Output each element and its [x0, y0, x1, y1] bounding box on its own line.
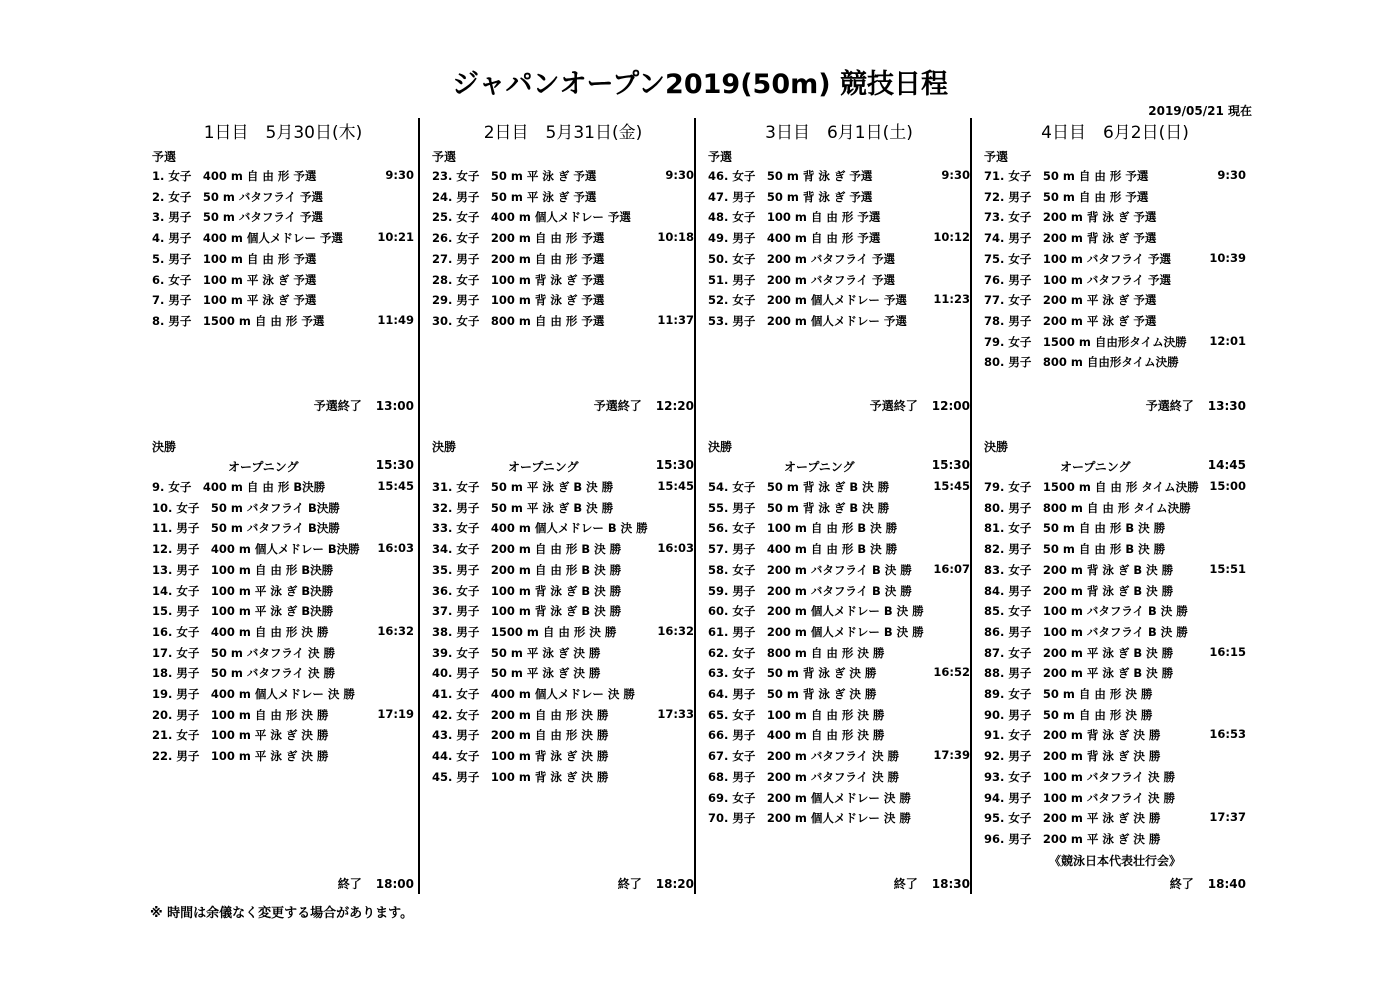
send-off-event: 《競泳日本代表壮行会》	[1048, 853, 1181, 868]
opening-time: 15:30	[931, 458, 970, 472]
event-name: 35. 男子 200 m 自 由 形 B 決 勝	[432, 562, 622, 577]
event-row	[984, 831, 1246, 851]
event-row	[432, 479, 694, 499]
event-name: 24. 男子 50 m 平 泳 ぎ 予選	[432, 189, 597, 204]
event-row	[984, 603, 1246, 623]
event-row	[984, 645, 1246, 665]
prelim-label: 予選	[708, 150, 733, 164]
prelim-label: 予選	[984, 150, 1009, 164]
event-name: 89. 女子 50 m 自 由 形 決 勝	[984, 687, 1153, 701]
event-row	[984, 707, 1246, 727]
event-row	[984, 541, 1246, 561]
event-row	[984, 665, 1246, 685]
event-time: 16:52	[933, 665, 970, 680]
event-row	[984, 354, 1246, 374]
event-row	[152, 603, 414, 623]
event-row	[984, 727, 1246, 747]
event-name: 7. 男子 100 m 平 泳 ぎ 予選	[152, 293, 317, 308]
event-row	[152, 748, 414, 768]
event-time: 15:51	[1209, 561, 1246, 576]
event-row	[432, 748, 694, 768]
event-row	[152, 624, 414, 644]
event-row	[152, 583, 414, 603]
session-end	[338, 875, 414, 892]
event-row	[432, 168, 694, 188]
event-name: 55. 男子 50 m 背 泳 ぎ B 決 勝	[708, 500, 890, 515]
event-time: 11:23	[933, 292, 970, 307]
event-time: 15:45	[933, 479, 970, 493]
session-end-label: 終了	[1169, 877, 1194, 891]
event-name: 44. 女子 100 m 背 泳 ぎ 決 勝	[432, 749, 609, 764]
column-divider	[970, 118, 972, 894]
footnote: ※ 時間は余儀なく変更する場合があります。	[150, 906, 414, 921]
event-name: 49. 男子 400 m 自 由 形 予選	[708, 231, 881, 246]
event-name: 80. 男子 800 m 自由形タイム決勝	[984, 355, 1179, 370]
event-name: 73. 女子 200 m 背 泳 ぎ 予選	[984, 210, 1157, 225]
event-name: 83. 女子 200 m 背 泳 ぎ B 決 勝	[984, 562, 1174, 577]
session-end	[894, 875, 970, 892]
event-time: 16:03	[377, 541, 414, 556]
event-row	[984, 189, 1246, 209]
event-row	[432, 230, 694, 250]
event-row	[152, 479, 414, 499]
prelim-end-time: 13:30	[1207, 399, 1246, 413]
event-name: 17. 女子 50 m バタフライ 決 勝	[152, 645, 336, 660]
event-row	[708, 500, 970, 520]
opening-label: オープニング	[1060, 460, 1131, 474]
event-name: 9. 女子 400 m 自 由 形 B決勝	[152, 480, 326, 494]
session-end	[1170, 875, 1246, 892]
event-name: 42. 女子 200 m 自 由 形 決 勝	[432, 707, 609, 722]
event-time: 16:32	[377, 623, 414, 638]
event-row	[708, 665, 970, 685]
event-name: 66. 男子 400 m 自 由 形 決 勝	[708, 728, 885, 743]
event-row	[152, 727, 414, 747]
event-time: 12:01	[1209, 333, 1246, 348]
session-end	[618, 875, 694, 892]
event-name: 20. 男子 100 m 自 由 形 決 勝	[152, 707, 329, 722]
final-label: 決勝	[708, 440, 733, 454]
event-name: 48. 女子 100 m 自 由 形 予選	[708, 210, 881, 225]
event-name: 51. 男子 200 m バタフライ 予選	[708, 272, 896, 287]
event-name: 10. 女子 50 m バタフライ B決勝	[152, 500, 340, 515]
event-row	[432, 251, 694, 271]
event-time: 9:30	[665, 168, 694, 182]
event-name: 39. 女子 50 m 平 泳 ぎ 決 勝	[432, 645, 601, 660]
event-name: 69. 女子 200 m 個人メドレー 決 勝	[708, 790, 911, 805]
event-name: 5. 男子 100 m 自 由 形 予選	[152, 251, 317, 266]
event-row	[984, 500, 1246, 520]
event-name: 11. 男子 50 m バタフライ B決勝	[152, 521, 340, 536]
event-name: 77. 女子 200 m 平 泳 ぎ 予選	[984, 293, 1157, 308]
event-row	[432, 313, 694, 333]
prelim-end-label: 予選終了	[593, 399, 642, 413]
event-row	[708, 790, 970, 810]
event-name: 82. 男子 50 m 自 由 形 B 決 勝	[984, 542, 1166, 557]
event-name: 36. 女子 100 m 背 泳 ぎ B 決 勝	[432, 583, 622, 598]
event-row	[984, 230, 1246, 250]
event-name: 72. 男子 50 m 自 由 形 予選	[984, 189, 1149, 204]
event-name: 25. 女子 400 m 個人メドレー 予選	[432, 210, 631, 225]
event-time: 17:19	[377, 706, 414, 721]
event-row	[152, 292, 414, 312]
event-row	[984, 748, 1246, 768]
event-time: 9:30	[385, 168, 414, 182]
event-name: 93. 女子 100 m バタフライ 決 勝	[984, 769, 1176, 784]
event-row	[708, 272, 970, 292]
event-name: 54. 女子 50 m 背 泳 ぎ B 決 勝	[708, 480, 890, 494]
prelim-end	[594, 397, 694, 414]
event-name: 41. 女子 400 m 個人メドレー 決 勝	[432, 687, 635, 701]
event-name: 95. 女子 200 m 平 泳 ぎ 決 勝	[984, 811, 1161, 826]
event-name: 67. 女子 200 m バタフライ 決 勝	[708, 749, 900, 764]
event-row	[152, 562, 414, 582]
event-row	[432, 500, 694, 520]
session-end-time: 18:00	[375, 877, 414, 891]
event-row	[984, 479, 1246, 499]
event-row	[152, 520, 414, 540]
event-time: 16:32	[657, 623, 694, 638]
event-time: 17:33	[657, 706, 694, 721]
event-time: 15:45	[657, 479, 694, 493]
event-name: 80. 男子 800 m 自 由 形 タイム決勝	[984, 500, 1191, 515]
prelim-end-label: 予選終了	[869, 399, 918, 413]
event-name: 79. 女子 1500 m 自由形タイム決勝	[984, 334, 1187, 349]
event-name: 90. 男子 50 m 自 由 形 決 勝	[984, 707, 1153, 722]
final-label: 決勝	[432, 440, 457, 454]
event-row	[432, 292, 694, 312]
event-name: 4. 男子 400 m 個人メドレー 予選	[152, 231, 343, 246]
event-time: 17:39	[933, 748, 970, 763]
event-time: 11:37	[657, 312, 694, 327]
event-row	[984, 810, 1246, 830]
event-row	[708, 251, 970, 271]
event-name: 60. 女子 200 m 個人メドレー B 決 勝	[708, 604, 924, 619]
event-time: 10:21	[377, 230, 414, 245]
event-row	[432, 624, 694, 644]
event-name: 92. 男子 200 m 背 泳 ぎ 決 勝	[984, 749, 1161, 764]
event-row	[984, 624, 1246, 644]
event-row	[708, 230, 970, 250]
event-row	[984, 292, 1246, 312]
event-row	[432, 189, 694, 209]
event-row	[432, 707, 694, 727]
session-end-label: 終了	[617, 877, 642, 891]
prelim-end-time: 12:20	[655, 399, 694, 413]
event-row	[432, 520, 694, 540]
event-row	[708, 189, 970, 209]
event-row	[152, 168, 414, 188]
day-header: 4日目 6月2日(日)	[1041, 123, 1189, 143]
opening-time: 15:30	[655, 458, 694, 472]
event-name: 65. 女子 100 m 自 由 形 決 勝	[708, 707, 885, 722]
event-row	[152, 230, 414, 250]
event-row	[708, 313, 970, 333]
event-row	[984, 168, 1246, 188]
as-of-date: 2019/05/21 現在	[1148, 104, 1252, 118]
event-row	[708, 541, 970, 561]
event-name: 56. 女子 100 m 自 由 形 B 決 勝	[708, 521, 898, 536]
event-name: 38. 男子 1500 m 自 由 形 決 勝	[432, 624, 617, 639]
final-label: 決勝	[152, 440, 177, 454]
event-row	[984, 209, 1246, 229]
event-name: 2. 女子 50 m バタフライ 予選	[152, 189, 324, 204]
event-row	[152, 209, 414, 229]
event-name: 46. 女子 50 m 背 泳 ぎ 予選	[708, 169, 873, 183]
event-name: 76. 男子 100 m バタフライ 予選	[984, 272, 1172, 287]
prelim-label: 予選	[152, 150, 177, 164]
event-row	[152, 500, 414, 520]
event-row	[152, 272, 414, 292]
day-header: 2日目 5月31日(金)	[483, 123, 643, 143]
event-time: 10:18	[657, 230, 694, 245]
event-time: 10:39	[1209, 250, 1246, 265]
event-time: 11:49	[377, 312, 414, 327]
event-name: 78. 男子 200 m 平 泳 ぎ 予選	[984, 313, 1157, 328]
event-row	[708, 686, 970, 706]
event-row	[708, 624, 970, 644]
column-divider	[694, 118, 696, 894]
event-name: 14. 女子 100 m 平 泳 ぎ B決勝	[152, 583, 334, 598]
event-name: 3. 男子 50 m バタフライ 予選	[152, 210, 324, 225]
event-name: 84. 男子 200 m 背 泳 ぎ B 決 勝	[984, 583, 1174, 598]
event-name: 74. 男子 200 m 背 泳 ぎ 予選	[984, 231, 1157, 246]
event-row	[984, 251, 1246, 271]
event-name: 57. 男子 400 m 自 由 形 B 決 勝	[708, 542, 898, 557]
event-row	[152, 665, 414, 685]
event-name: 94. 男子 100 m バタフライ 決 勝	[984, 790, 1176, 805]
event-name: 86. 男子 100 m バタフライ B 決 勝	[984, 624, 1188, 639]
prelim-end-label: 予選終了	[313, 399, 362, 413]
event-name: 29. 男子 100 m 背 泳 ぎ 予選	[432, 293, 605, 308]
session-end-label: 終了	[893, 877, 918, 891]
event-row	[708, 769, 970, 789]
event-name: 34. 女子 200 m 自 由 形 B 決 勝	[432, 542, 622, 557]
event-row	[432, 603, 694, 623]
event-name: 8. 男子 1500 m 自 由 形 予選	[152, 313, 325, 328]
event-row	[708, 209, 970, 229]
event-name: 58. 女子 200 m バタフライ B 決 勝	[708, 562, 912, 577]
event-row	[984, 790, 1246, 810]
event-name: 88. 男子 200 m 平 泳 ぎ B 決 勝	[984, 666, 1174, 681]
event-row	[432, 272, 694, 292]
event-name: 45. 男子 100 m 背 泳 ぎ 決 勝	[432, 769, 609, 784]
event-row	[152, 541, 414, 561]
event-row	[984, 562, 1246, 582]
event-time: 16:07	[933, 561, 970, 576]
session-end-time: 18:30	[931, 877, 970, 891]
event-row	[984, 520, 1246, 540]
event-name: 18. 男子 50 m バタフライ 決 勝	[152, 666, 336, 681]
event-name: 16. 女子 400 m 自 由 形 決 勝	[152, 624, 329, 639]
event-row	[984, 272, 1246, 292]
event-time: 15:45	[377, 479, 414, 493]
event-name: 31. 女子 50 m 平 泳 ぎ B 決 勝	[432, 480, 614, 494]
event-name: 22. 男子 100 m 平 泳 ぎ 決 勝	[152, 749, 329, 764]
event-row	[432, 562, 694, 582]
prelim-label: 予選	[432, 150, 457, 164]
event-row	[432, 665, 694, 685]
event-time: 15:00	[1209, 479, 1246, 493]
opening-label: オープニング	[228, 460, 299, 474]
event-name: 62. 女子 800 m 自 由 形 決 勝	[708, 645, 885, 660]
prelim-end-time: 12:00	[931, 399, 970, 413]
event-name: 61. 男子 200 m 個人メドレー B 決 勝	[708, 624, 924, 639]
event-name: 15. 男子 100 m 平 泳 ぎ B決勝	[152, 604, 334, 619]
event-time: 17:37	[1209, 810, 1246, 825]
event-time: 16:15	[1209, 644, 1246, 659]
event-row	[984, 334, 1246, 354]
event-name: 26. 女子 200 m 自 由 形 予選	[432, 231, 605, 246]
event-name: 81. 女子 50 m 自 由 形 B 決 勝	[984, 521, 1166, 536]
event-name: 27. 男子 200 m 自 由 形 予選	[432, 251, 605, 266]
event-row	[708, 810, 970, 830]
event-row	[708, 520, 970, 540]
event-row	[984, 769, 1246, 789]
event-name: 12. 男子 400 m 個人メドレー B決勝	[152, 542, 360, 557]
event-row	[984, 583, 1246, 603]
event-row	[708, 727, 970, 747]
event-row	[708, 479, 970, 499]
opening-time: 15:30	[375, 458, 414, 472]
page-title: ジャパンオープン2019(50m) 競技日程	[452, 69, 948, 100]
event-name: 63. 女子 50 m 背 泳 ぎ 決 勝	[708, 666, 877, 681]
event-name: 85. 女子 100 m バタフライ B 決 勝	[984, 604, 1188, 619]
event-row	[708, 603, 970, 623]
prelim-end-label: 予選終了	[1145, 399, 1194, 413]
day-header: 3日目 6月1日(土)	[765, 123, 913, 143]
session-end-time: 18:40	[1207, 877, 1246, 891]
event-name: 13. 男子 100 m 自 由 形 B決勝	[152, 562, 334, 577]
event-row	[708, 707, 970, 727]
event-name: 64. 男子 50 m 背 泳 ぎ 決 勝	[708, 687, 877, 701]
event-name: 33. 女子 400 m 個人メドレー B 決 勝	[432, 521, 648, 536]
event-name: 71. 女子 50 m 自 由 形 予選	[984, 169, 1149, 183]
column-divider	[418, 118, 420, 894]
event-name: 30. 女子 800 m 自 由 形 予選	[432, 313, 605, 328]
event-name: 96. 男子 200 m 平 泳 ぎ 決 勝	[984, 831, 1161, 846]
event-row	[152, 189, 414, 209]
event-name: 28. 女子 100 m 背 泳 ぎ 予選	[432, 272, 605, 287]
event-row	[152, 686, 414, 706]
event-row	[708, 562, 970, 582]
event-name: 1. 女子 400 m 自 由 形 予選	[152, 169, 317, 183]
prelim-end	[1146, 397, 1246, 414]
event-name: 23. 女子 50 m 平 泳 ぎ 予選	[432, 169, 597, 183]
event-name: 70. 男子 200 m 個人メドレー 決 勝	[708, 811, 911, 826]
event-row	[984, 313, 1246, 333]
event-name: 52. 女子 200 m 個人メドレー 予選	[708, 293, 907, 308]
event-name: 79. 女子 1500 m 自 由 形 タイム決勝	[984, 480, 1199, 494]
session-end-label: 終了	[337, 877, 362, 891]
event-row	[708, 645, 970, 665]
event-name: 53. 男子 200 m 個人メドレー 予選	[708, 313, 907, 328]
event-row	[432, 541, 694, 561]
event-row	[152, 707, 414, 727]
event-name: 50. 女子 200 m バタフライ 予選	[708, 251, 896, 266]
event-row	[984, 686, 1246, 706]
event-time: 10:12	[933, 230, 970, 245]
day-header: 1日目 5月30日(木)	[203, 123, 363, 143]
event-row	[708, 748, 970, 768]
prelim-end	[314, 397, 414, 414]
event-name: 87. 女子 200 m 平 泳 ぎ B 決 勝	[984, 645, 1174, 660]
event-name: 32. 男子 50 m 平 泳 ぎ B 決 勝	[432, 500, 614, 515]
event-name: 37. 男子 100 m 背 泳 ぎ B 決 勝	[432, 604, 622, 619]
event-name: 75. 女子 100 m バタフライ 予選	[984, 251, 1172, 266]
event-time: 9:30	[1217, 168, 1246, 182]
event-row	[152, 313, 414, 333]
event-row	[708, 583, 970, 603]
session-end-time: 18:20	[655, 877, 694, 891]
event-row	[708, 292, 970, 312]
prelim-end-time: 13:00	[375, 399, 414, 413]
event-row	[152, 251, 414, 271]
event-row	[432, 645, 694, 665]
opening-time: 14:45	[1207, 458, 1246, 472]
event-name: 47. 男子 50 m 背 泳 ぎ 予選	[708, 189, 873, 204]
event-name: 19. 男子 400 m 個人メドレー 決 勝	[152, 687, 355, 701]
prelim-end	[870, 397, 970, 414]
final-label: 決勝	[984, 440, 1009, 454]
event-time: 16:53	[1209, 727, 1246, 742]
event-row	[432, 209, 694, 229]
event-row	[432, 583, 694, 603]
opening-label: オープニング	[784, 460, 855, 474]
event-time: 16:03	[657, 541, 694, 556]
event-name: 43. 男子 200 m 自 由 形 決 勝	[432, 728, 609, 743]
event-name: 91. 女子 200 m 背 泳 ぎ 決 勝	[984, 728, 1161, 743]
event-time: 9:30	[941, 168, 970, 182]
event-name: 59. 男子 200 m バタフライ B 決 勝	[708, 583, 912, 598]
event-name: 40. 男子 50 m 平 泳 ぎ 決 勝	[432, 666, 601, 681]
event-name: 6. 女子 100 m 平 泳 ぎ 予選	[152, 272, 317, 287]
event-row	[432, 727, 694, 747]
event-row	[432, 686, 694, 706]
event-name: 68. 男子 200 m バタフライ 決 勝	[708, 769, 900, 784]
opening-label: オープニング	[508, 460, 579, 474]
event-row	[708, 168, 970, 188]
event-name: 21. 女子 100 m 平 泳 ぎ 決 勝	[152, 728, 329, 743]
event-row	[152, 645, 414, 665]
event-row	[432, 769, 694, 789]
